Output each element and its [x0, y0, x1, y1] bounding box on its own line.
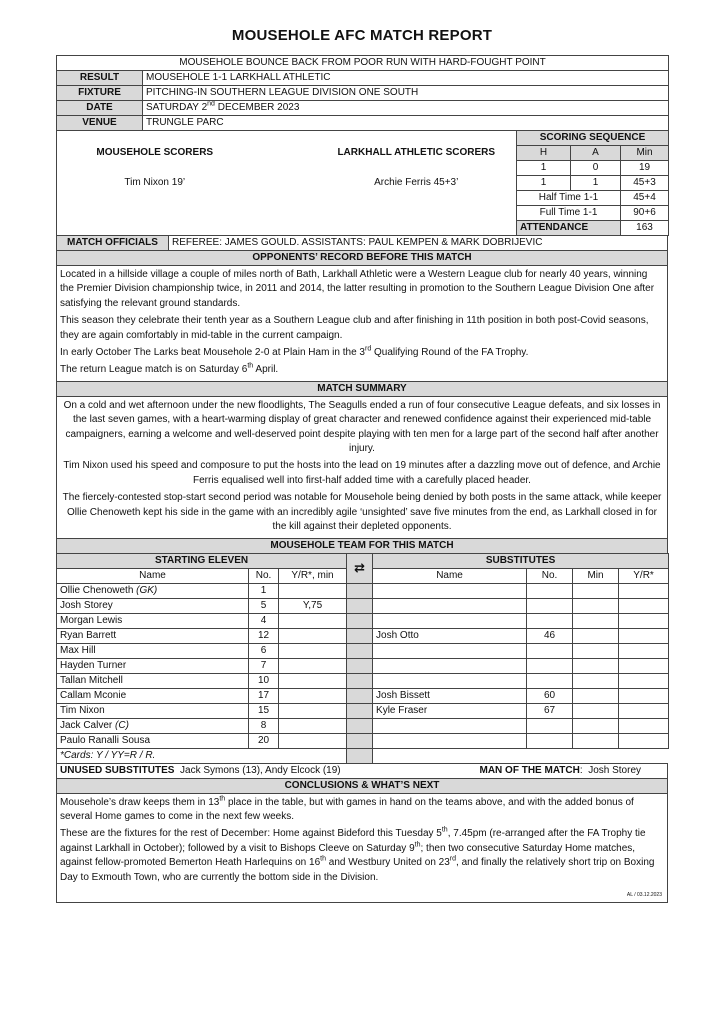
player-number: 8: [249, 718, 279, 733]
narrative-table: [56, 235, 668, 554]
swap-cell: [347, 628, 373, 643]
sub-minute: [573, 583, 619, 598]
team-row: [57, 643, 669, 658]
report-frame: [56, 55, 668, 903]
sub-number: [527, 613, 573, 628]
team-row: [57, 718, 669, 733]
officials-value: REFEREE: JAMES GOULD. ASSISTANTS: PAUL KEMPEN & MARK DOBRIJEVIC: [169, 236, 668, 251]
header-sub-name: Name: [373, 568, 527, 583]
player-card: [279, 718, 347, 733]
summary-title: MATCH SUMMARY: [57, 381, 668, 396]
man-of-the-match: MAN OF THE MATCH: Josh Storey: [477, 763, 668, 778]
half-time-label: Half Time 1-1: [517, 191, 621, 206]
sub-name: [373, 733, 527, 748]
swap-cell: [347, 673, 373, 688]
unused-label: UNUSED SUBSTITUTES: [60, 764, 175, 776]
scoring-header-a: A: [571, 146, 621, 161]
team-row: [57, 613, 669, 628]
sub-minute: [573, 703, 619, 718]
sub-card: [619, 658, 669, 673]
officials-label: MATCH OFFICIALS: [57, 236, 169, 251]
player-tag: (C): [115, 719, 129, 731]
sub-card: [619, 598, 669, 613]
header-no: No.: [249, 568, 279, 583]
substitution-swap-icon: ⇄: [347, 553, 373, 583]
sub-number: [527, 658, 573, 673]
conclusions-paragraph: Mousehole’s draw keeps them in 13th place in the table, but with games in hand on the teams above, and with the added bonus of several Home games to come in the next few weeks.: [60, 795, 634, 822]
player-card: [279, 658, 347, 673]
opponents-paragraph: In early October The Larks beat Mousehole 2-0 at Plain Ham in the 3rd Qualifying Round of the FA Trophy.: [60, 345, 529, 359]
date-label: DATE: [57, 101, 143, 116]
match-info-table: [56, 55, 669, 236]
footer-reference: AL / 03.12.2023: [626, 891, 662, 898]
header-name: Name: [57, 568, 249, 583]
venue-value: TRUNGLE PARC: [143, 116, 669, 131]
sub-minute: [573, 628, 619, 643]
player-number: 6: [249, 643, 279, 658]
swap-cell: [347, 658, 373, 673]
swap-cell: [347, 583, 373, 598]
sub-minute: [573, 598, 619, 613]
result-value: MOUSEHOLE 1-1 LARKHALL ATHLETIC: [143, 71, 669, 86]
substitutes-title: SUBSTITUTES: [373, 553, 669, 568]
sub-minute: [573, 673, 619, 688]
full-time-min: 90+6: [621, 206, 669, 221]
fixture-label: FIXTURE: [57, 86, 143, 101]
cards-note: *Cards: Y / YY=R / R.: [57, 748, 347, 763]
page-title: MOUSEHOLE AFC MATCH REPORT: [231, 27, 493, 44]
header-sub-no: No.: [527, 568, 573, 583]
unused-substitutes: [57, 763, 477, 778]
sub-card: [619, 583, 669, 598]
player-card: [279, 688, 347, 703]
conclusions-body: [57, 793, 668, 903]
player-tag: (GK): [136, 584, 158, 596]
player-card: [279, 628, 347, 643]
venue-label: VENUE: [57, 116, 143, 131]
opponents-title: OPPONENTS’ RECORD BEFORE THIS MATCH: [57, 251, 668, 266]
sub-minute: [573, 643, 619, 658]
sub-number: 46: [527, 628, 573, 643]
sub-number: [527, 673, 573, 688]
scoring-cell: 1: [517, 161, 571, 176]
team-title: MOUSEHOLE TEAM FOR THIS MATCH: [57, 538, 668, 553]
player-number: 12: [249, 628, 279, 643]
conclusions-paragraph: These are the fixtures for the rest of December: Home against Bideford this Tuesday 5th, 7.45pm (re-arranged after the FA Trophy tie against Larkhall in October); followed by a visit to Bishops Cleeve on Saturday 9th; then two consecutive Saturday Home matches, against fellow-promoted Bemerton Heath Harlequins on 16th and Westbury United on 23rd, and finally the relatively short trip on Boxing Day to Exmouth Town, who are currently the bottom side in the Division.: [60, 826, 655, 883]
sub-name: [373, 643, 527, 658]
team-row: [57, 598, 669, 613]
player-name: Callam Mconie: [57, 688, 249, 703]
sub-minute: [573, 688, 619, 703]
team-row: [57, 673, 669, 688]
half-time-min: 45+4: [621, 191, 669, 206]
player-name: Jack Calver (C): [57, 718, 249, 733]
player-number: 7: [249, 658, 279, 673]
player-name: Ryan Barrett: [57, 628, 249, 643]
starting-eleven-title: STARTING ELEVEN: [57, 553, 347, 568]
sub-name: [373, 718, 527, 733]
team-table: [56, 553, 669, 764]
player-number: 17: [249, 688, 279, 703]
sub-card: [619, 733, 669, 748]
header-min: Min: [573, 568, 619, 583]
sub-card: [619, 643, 669, 658]
attendance-value: 163: [621, 221, 669, 236]
player-name: Tallan Mitchell: [57, 673, 249, 688]
swap-cell: [347, 703, 373, 718]
away-scorers-title: LARKHALL ATHLETIC SCORERS: [317, 146, 517, 161]
unused-value: Jack Symons (13), Andy Elcock (19): [180, 764, 341, 776]
swap-cell: [347, 643, 373, 658]
scoring-cell: 45+3: [621, 176, 669, 191]
player-card: [279, 673, 347, 688]
sub-number: [527, 598, 573, 613]
summary-paragraph: Tim Nixon used his speed and composure to put the hosts into the lead on 19 minutes after a dazzling move out of defence, and Archie Ferris equalised well into first-half added time with a carefully placed header.: [63, 460, 661, 486]
home-scorer: Tim Nixon 19’: [57, 176, 253, 191]
scoring-cell: 1: [517, 176, 571, 191]
opponents-paragraph: Located in a hillside village a couple of miles north of Bath, Larkhall Athletic were a Western League club for nearly 40 years, winning the Premier Division championship twice, in 2011 and 2014, the latter resulting in promotion to the Southern League Division One after satisfying the relevant ground standards.: [60, 269, 655, 309]
sub-minute: [573, 658, 619, 673]
full-time-label: Full Time 1-1: [517, 206, 621, 221]
sub-card: [619, 718, 669, 733]
attendance-label: ATTENDANCE: [517, 221, 621, 236]
team-row: [57, 688, 669, 703]
date-value: SATURDAY 2nd DECEMBER 2023: [143, 101, 669, 116]
sub-name: [373, 583, 527, 598]
sub-name: [373, 658, 527, 673]
summary-paragraph: On a cold and wet afternoon under the new floodlights, The Seagulls ended a run of four consecutive League defeats, and six losses in the last seven games, with a heart-warming display of great character and renewed confidence against their experienced mid-table campaigners, earning a welcome and well-deserved point despite playing with ten men for a large part of the second half after another injury.: [63, 399, 661, 455]
sub-card: [619, 673, 669, 688]
player-number: 15: [249, 703, 279, 718]
home-scorers-title: MOUSEHOLE SCORERS: [57, 146, 253, 161]
team-row: [57, 583, 669, 598]
team-row: [57, 628, 669, 643]
opponents-paragraph: The return League match is on Saturday 6th April.: [60, 363, 279, 376]
player-name: Paulo Ranalli Sousa: [57, 733, 249, 748]
player-card: Y,75: [279, 598, 347, 613]
scoring-header-h: H: [517, 146, 571, 161]
swap-cell: [347, 718, 373, 733]
player-name: Morgan Lewis: [57, 613, 249, 628]
motm-value: Josh Storey: [588, 764, 642, 776]
player-number: 20: [249, 733, 279, 748]
sub-card: [619, 628, 669, 643]
player-name: Max Hill: [57, 643, 249, 658]
player-number: 10: [249, 673, 279, 688]
player-card: [279, 583, 347, 598]
team-row: [57, 658, 669, 673]
scoring-cell: 0: [571, 161, 621, 176]
sub-name: [373, 613, 527, 628]
match-summary: [57, 396, 668, 538]
away-scorer: Archie Ferris 45+3’: [317, 176, 517, 191]
scoring-cell: 1: [571, 176, 621, 191]
sub-minute: [573, 733, 619, 748]
summary-paragraph: The fiercely-contested stop-start second period was notable for Mousehole being denied by both posts in the same attack, while keeper Ollie Chenoweth kept his side in the game with an incredibly agile ‘unsighted’ save five minutes from the end, as Larkhall closed in for the kill against their depleted opponents.: [62, 492, 662, 533]
sub-name: Josh Bissett: [373, 688, 527, 703]
opponents-paragraph: This season they celebrate their tenth year as a Southern League club and after finishing in 11th position in both post-Covid seasons, they are again comfortably in mid-table in the current campaign.: [60, 315, 649, 341]
sub-card: [619, 703, 669, 718]
headline: MOUSEHOLE BOUNCE BACK FROM POOR RUN WITH HARD-FOUGHT POINT: [57, 56, 669, 71]
player-number: 1: [249, 583, 279, 598]
motm-label: MAN OF THE MATCH: [479, 764, 580, 776]
fixture-value: PITCHING-IN SOUTHERN LEAGUE DIVISION ONE SOUTH: [143, 86, 669, 101]
sub-number: 67: [527, 703, 573, 718]
sub-minute: [573, 613, 619, 628]
scoring-sequence-title: SCORING SEQUENCE: [517, 131, 669, 146]
sub-number: [527, 718, 573, 733]
conclusions-title: CONCLUSIONS & WHAT’S NEXT: [57, 778, 668, 793]
sub-name: [373, 598, 527, 613]
team-row: [57, 703, 669, 718]
scoring-header-min: Min: [621, 146, 669, 161]
swap-cell: [347, 613, 373, 628]
player-name: Hayden Turner: [57, 658, 249, 673]
team-row: [57, 733, 669, 748]
player-name: Tim Nixon: [57, 703, 249, 718]
player-card: [279, 733, 347, 748]
scoring-cell: 19: [621, 161, 669, 176]
swap-cell: [347, 598, 373, 613]
header-yr: Y/R*: [619, 568, 669, 583]
player-card: [279, 613, 347, 628]
sub-number: 60: [527, 688, 573, 703]
sub-name: Josh Otto: [373, 628, 527, 643]
sub-card: [619, 613, 669, 628]
sub-name: [373, 673, 527, 688]
sub-card: [619, 688, 669, 703]
player-name: Ollie Chenoweth (GK): [57, 583, 249, 598]
conclusions-table: [56, 763, 668, 904]
player-card: [279, 643, 347, 658]
opponents-record: [57, 266, 668, 382]
player-number: 4: [249, 613, 279, 628]
player-card: [279, 703, 347, 718]
sub-number: [527, 643, 573, 658]
sub-number: [527, 583, 573, 598]
player-name: Josh Storey: [57, 598, 249, 613]
team-rows: [57, 583, 669, 748]
sub-number: [527, 733, 573, 748]
player-number: 5: [249, 598, 279, 613]
sub-minute: [573, 718, 619, 733]
sub-name: Kyle Fraser: [373, 703, 527, 718]
swap-cell: [347, 733, 373, 748]
swap-cell: [347, 688, 373, 703]
header-card-min: Y/R*, min: [279, 568, 347, 583]
result-label: RESULT: [57, 71, 143, 86]
